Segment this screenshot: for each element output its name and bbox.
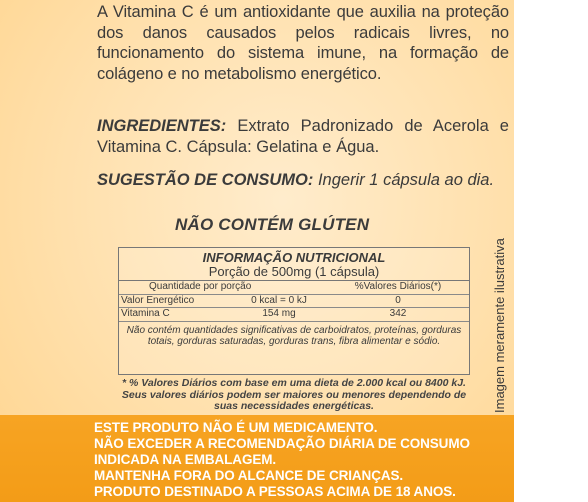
column-quantity: Quantidade por porção bbox=[149, 281, 252, 292]
ingredients-text: Extrato Padronizado de Acerola e Vitamina C. Cápsula: Gelatina e Água. bbox=[97, 117, 509, 156]
warnings-block bbox=[94, 420, 514, 500]
row-name: Valor Energético bbox=[121, 294, 195, 306]
nutrition-table-portion: Porção de 500mg (1 cápsula) bbox=[208, 264, 380, 279]
nutrition-table-header bbox=[119, 248, 469, 281]
row-daily-value: 342 bbox=[389, 308, 407, 319]
nutrition-table bbox=[118, 247, 470, 375]
suggestion-text: Ingerir 1 cápsula ao dia. bbox=[317, 171, 495, 189]
column-daily-values: %Valores Diários(*) bbox=[354, 281, 442, 292]
ingredients-section bbox=[97, 116, 509, 157]
table-row bbox=[119, 295, 469, 309]
illustrative-image-label: Imagem meramente ilustrativa bbox=[492, 238, 507, 413]
daily-values-footnote: * % Valores Diários com base em uma dieta de 2.000 kcal ou 8400 kJ. Seus valores diários podem ser maiores ou menores dependendo de suas necessidades energéticas. bbox=[121, 377, 467, 412]
table-row bbox=[119, 308, 469, 322]
warning-line: MANTENHA FORA DO ALCANCE DE CRIANÇAS. bbox=[94, 468, 404, 483]
nutrition-column-header bbox=[119, 281, 469, 295]
warning-line: NÃO EXCEDER A RECOMENDAÇÃO DIÁRIA DE CONSUMO bbox=[94, 436, 470, 451]
row-amount: 154 mg bbox=[262, 308, 296, 319]
row-name: Vitamina C bbox=[121, 308, 170, 319]
suggestion-label: SUGESTÃO DE CONSUMO: bbox=[97, 171, 314, 189]
warning-line: PRODUTO DESTINADO A PESSOAS ACIMA DE 18 ANOS. bbox=[94, 484, 456, 499]
ingredients-label: INGREDIENTES: bbox=[97, 117, 227, 135]
suggestion-section bbox=[97, 170, 509, 191]
intro-text: A Vitamina C é um antioxidante que auxilia na proteção dos danos causados pelos radicais livres, no funcionamento do sistema imune, na formação de colágeno e no metabolismo energético. bbox=[97, 3, 509, 83]
row-amount: 0 kcal = 0 kJ bbox=[251, 294, 307, 306]
warning-line: ESTE PRODUTO NÃO É UM MEDICAMENTO. bbox=[94, 420, 378, 435]
row-daily-value: 0 bbox=[395, 294, 401, 306]
warning-line: INDICADA NA EMBALAGEM. bbox=[94, 452, 277, 467]
nutrition-table-title: INFORMAÇÃO NUTRICIONAL bbox=[202, 250, 386, 265]
nutrition-table-note: Não contém quantidades significativas de carboidratos, proteínas, gorduras totais, gorduras saturadas, gorduras trans, fibra alimentar e sódio. bbox=[126, 324, 462, 347]
gluten-notice: NÃO CONTÉM GLÚTEN bbox=[175, 215, 370, 234]
